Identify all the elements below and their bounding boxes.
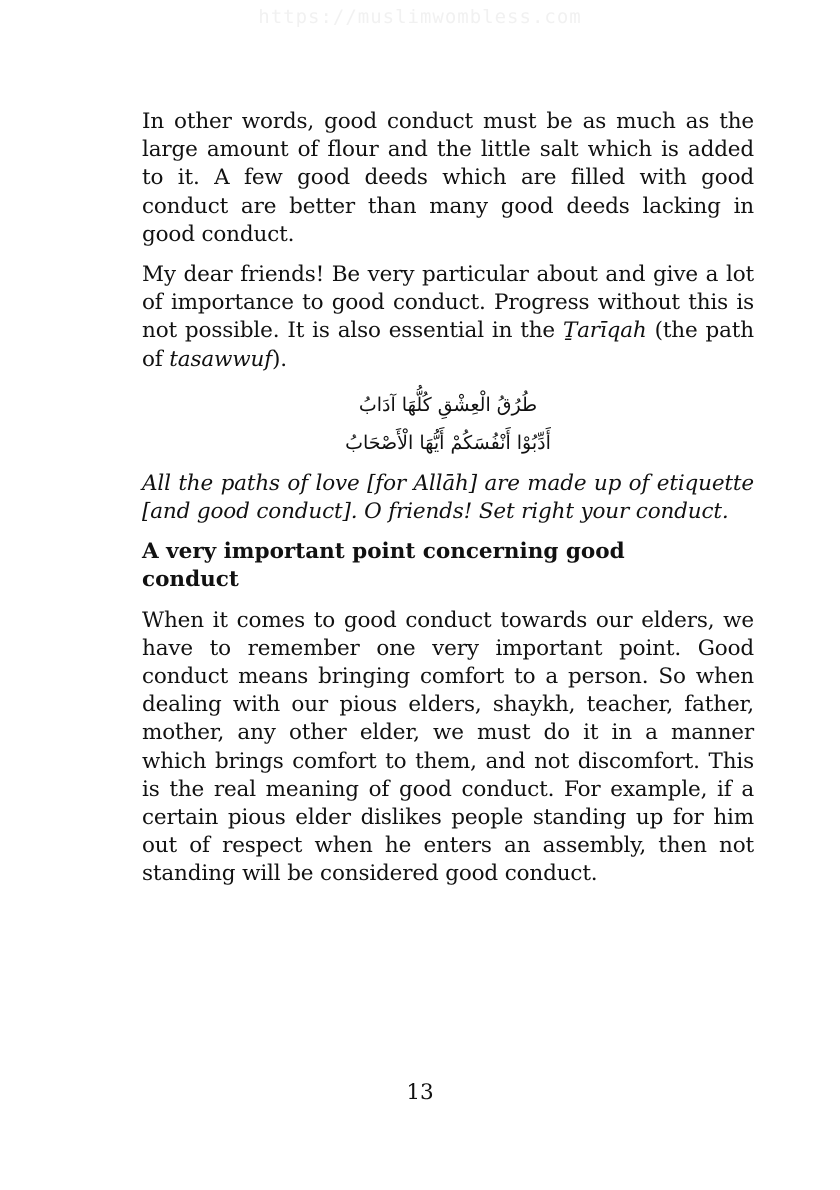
arabic-verse-line-2: أَدِّبُوْا أَنْفُسَكُمْ أَيُّهَا الْأَصْحَابُ bbox=[345, 431, 551, 454]
paragraph-dear-friends-middle: (the path of bbox=[142, 318, 754, 372]
arabic-verse-line-1: طُرُقُ الْعِشْقِ كُلُّهَا آدَابُ bbox=[358, 393, 538, 416]
term-tariqah: Ṯarīqah bbox=[562, 318, 647, 344]
paragraph-dear-friends-end: ). bbox=[272, 346, 287, 372]
paragraph-dear-friends bbox=[142, 261, 754, 374]
paragraph-flour-salt: In other words, good conduct must be as much as the large amount of flour and the little salt which is added to it. A few good deeds which are filled with good conduct are better than many good deeds lacking in good conduct. bbox=[142, 109, 754, 247]
section-heading: A very important point concerning good conduct bbox=[142, 539, 625, 593]
paragraph-dear-friends-text: My dear friends! Be very particular about and give a lot of importance to good conduct. Progress without this is not possible. It is also essential in the bbox=[142, 262, 754, 344]
section-body: When it comes to good conduct towards our elders, we have to remember one very important point. Good conduct means bringing comfort to a person. So when dealing with our pious elders, shaykh, teacher, father, mother, any other elder, we must do it in a manner which brings comfort to them, and not discomfort. This is the real meaning of good conduct. For example, if a certain pious elder dislikes people standing up for him out of respect when he enters an assembly, then not standing will be considered good conduct. bbox=[142, 607, 754, 887]
page-number: 13 bbox=[406, 1080, 434, 1105]
arabic-verse bbox=[142, 386, 754, 462]
verse-translation: All the paths of love [for Allāh] are made up of etiquette [and good conduct]. O friends! Set right your conduct. bbox=[142, 470, 754, 525]
watermark-text: https://muslimwombless.com bbox=[258, 6, 582, 28]
page-content bbox=[142, 108, 754, 901]
term-tasawwuf: tasawwuf bbox=[169, 346, 273, 372]
